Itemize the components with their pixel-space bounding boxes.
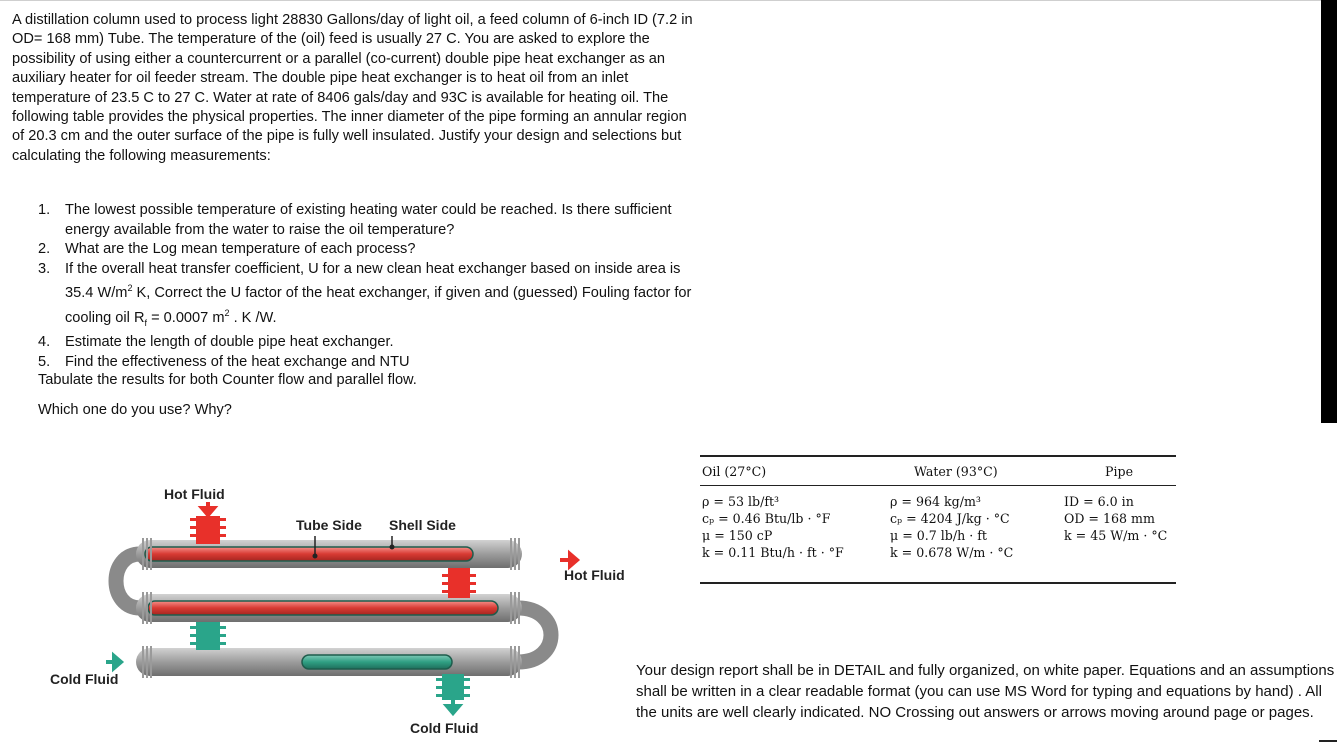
cold-in-arrow-icon bbox=[106, 656, 121, 668]
which-question: Which one do you use? Why? bbox=[38, 402, 232, 418]
tabulate-instruction: Tabulate the results for both Counter flow and parallel flow. bbox=[38, 372, 417, 388]
question-text: If the overall heat transfer coefficient, U for a new clean heat exchanger based on inside area is 35.4 $W/m^2$ K, Correct the U factor of the heat exchanger, if given and (guessed) Fouling factor for cooling oil $R_f = 0.0007$ $m^2$ . K /W. bbox=[65, 260, 692, 328]
question-number: 1. bbox=[38, 202, 51, 218]
cold-fluid-out-label: Cold Fluid bbox=[410, 720, 479, 736]
inner-tube-middle bbox=[148, 601, 498, 615]
question-item bbox=[38, 353, 698, 373]
oil-density: ρ = 53 lb/ft³ bbox=[702, 494, 780, 509]
question-text: What are the Log mean temperature of each process? bbox=[65, 241, 416, 258]
pipe-od: OD = 168 mm bbox=[1064, 511, 1155, 526]
oil-conductivity: k = 0.11 Btu/h · ft · °F bbox=[702, 545, 844, 560]
hot-fluid-in-label: Hot Fluid bbox=[164, 486, 225, 502]
water-conductivity: k = 0.678 W/m · °C bbox=[890, 545, 1014, 560]
question-number: 4. bbox=[38, 334, 51, 351]
table-top-rule bbox=[700, 455, 1176, 457]
water-density: ρ = 964 kg/m³ bbox=[890, 494, 981, 509]
table-bottom-rule bbox=[700, 582, 1176, 584]
question-item bbox=[38, 260, 698, 333]
header-oil: Oil (27°C) bbox=[702, 464, 767, 479]
inner-tube-top bbox=[145, 547, 473, 561]
cold-out-arrow-icon bbox=[447, 700, 459, 713]
hot-fluid-inlet-nozzle bbox=[190, 516, 226, 544]
cold-fluid-outlet-nozzle bbox=[436, 674, 470, 700]
pipe-conductivity: k = 45 W/m · °C bbox=[1064, 528, 1168, 543]
heat-exchanger-diagram bbox=[40, 478, 640, 740]
cold-fluid-in-label: Cold Fluid bbox=[50, 671, 119, 687]
header-water: Water (93°C) bbox=[914, 464, 998, 479]
oil-specific-heat: cₚ = 0.46 Btu/lb · °F bbox=[702, 511, 831, 526]
hot-out-arrow-icon bbox=[560, 554, 577, 566]
question-list bbox=[38, 201, 698, 372]
water-specific-heat: cₚ = 4204 J/kg · °C bbox=[890, 511, 1010, 526]
right-return-bend bbox=[518, 608, 551, 662]
inner-tube-bottom bbox=[302, 655, 452, 669]
water-viscosity: μ = 0.7 lb/h · ft bbox=[890, 528, 987, 543]
question-number: 2. bbox=[38, 241, 51, 258]
hot-in-arrow-icon bbox=[202, 502, 214, 515]
oil-viscosity: μ = 150 cP bbox=[702, 528, 773, 543]
question-item bbox=[38, 240, 698, 260]
problem-statement: A distillation column used to process light 28830 Gallons/day of light oil, a feed column of 6-inch ID (7.2 in OD= 168 mm) Tube. The temperature of the (oil) feed is usually 27 C. You are asked to explore the possibility of using either a countercurrent or a parallel (co-current) double pipe heat exchanger as an auxiliary heater for oil feeder stream. The double pipe heat exchanger is to heat oil from an inlet temperature of 23.5 C to 27 C. Water at rate of 8406 gals/day and 93C is available for heating oil. The following table provides the physical properties. The inner diameter of the pipe forming an annular region of 20.3 cm and the outer surface of the pipe is fully well insulated. Justify your design and selections but calculating the following measurements: bbox=[12, 12, 693, 164]
tube-side-label: Tube Side bbox=[296, 517, 362, 533]
question-item bbox=[38, 333, 698, 353]
question-text: Find the effectiveness of the heat exchange and NTU bbox=[65, 353, 410, 370]
right-edge-bar bbox=[1321, 0, 1337, 423]
question-text: Estimate the length of double pipe heat exchanger. bbox=[65, 334, 394, 351]
hot-fluid-out-label: Hot Fluid bbox=[564, 567, 625, 583]
header-pipe: Pipe bbox=[1105, 464, 1134, 479]
pipe-id: ID = 6.0 in bbox=[1064, 494, 1134, 509]
shell-nozzle-red bbox=[442, 568, 476, 598]
top-border bbox=[0, 0, 1337, 1]
cold-nozzle-upper bbox=[190, 622, 226, 650]
right-edge-mark bbox=[1319, 740, 1337, 742]
report-instructions: Your design report shall be in DETAIL and fully organized, on white paper. Equations and an assumptions shall be written in a clear readable format (you can use MS Word for typing and equations by hand) . All the units are well clearly indicated. NO Crossing out answers or arrows moving around page or pages. bbox=[636, 662, 1335, 721]
left-return-bend bbox=[116, 554, 140, 608]
question-text: The lowest possible temperature of existing heating water could be reached. Is there sufficient energy available from the water to raise the oil temperature? bbox=[65, 202, 672, 238]
shell-side-label: Shell Side bbox=[389, 517, 456, 533]
question-number: 3. bbox=[38, 260, 51, 277]
table-header-rule bbox=[700, 485, 1176, 486]
question-number: 5. bbox=[38, 353, 51, 370]
question-item bbox=[38, 201, 698, 240]
